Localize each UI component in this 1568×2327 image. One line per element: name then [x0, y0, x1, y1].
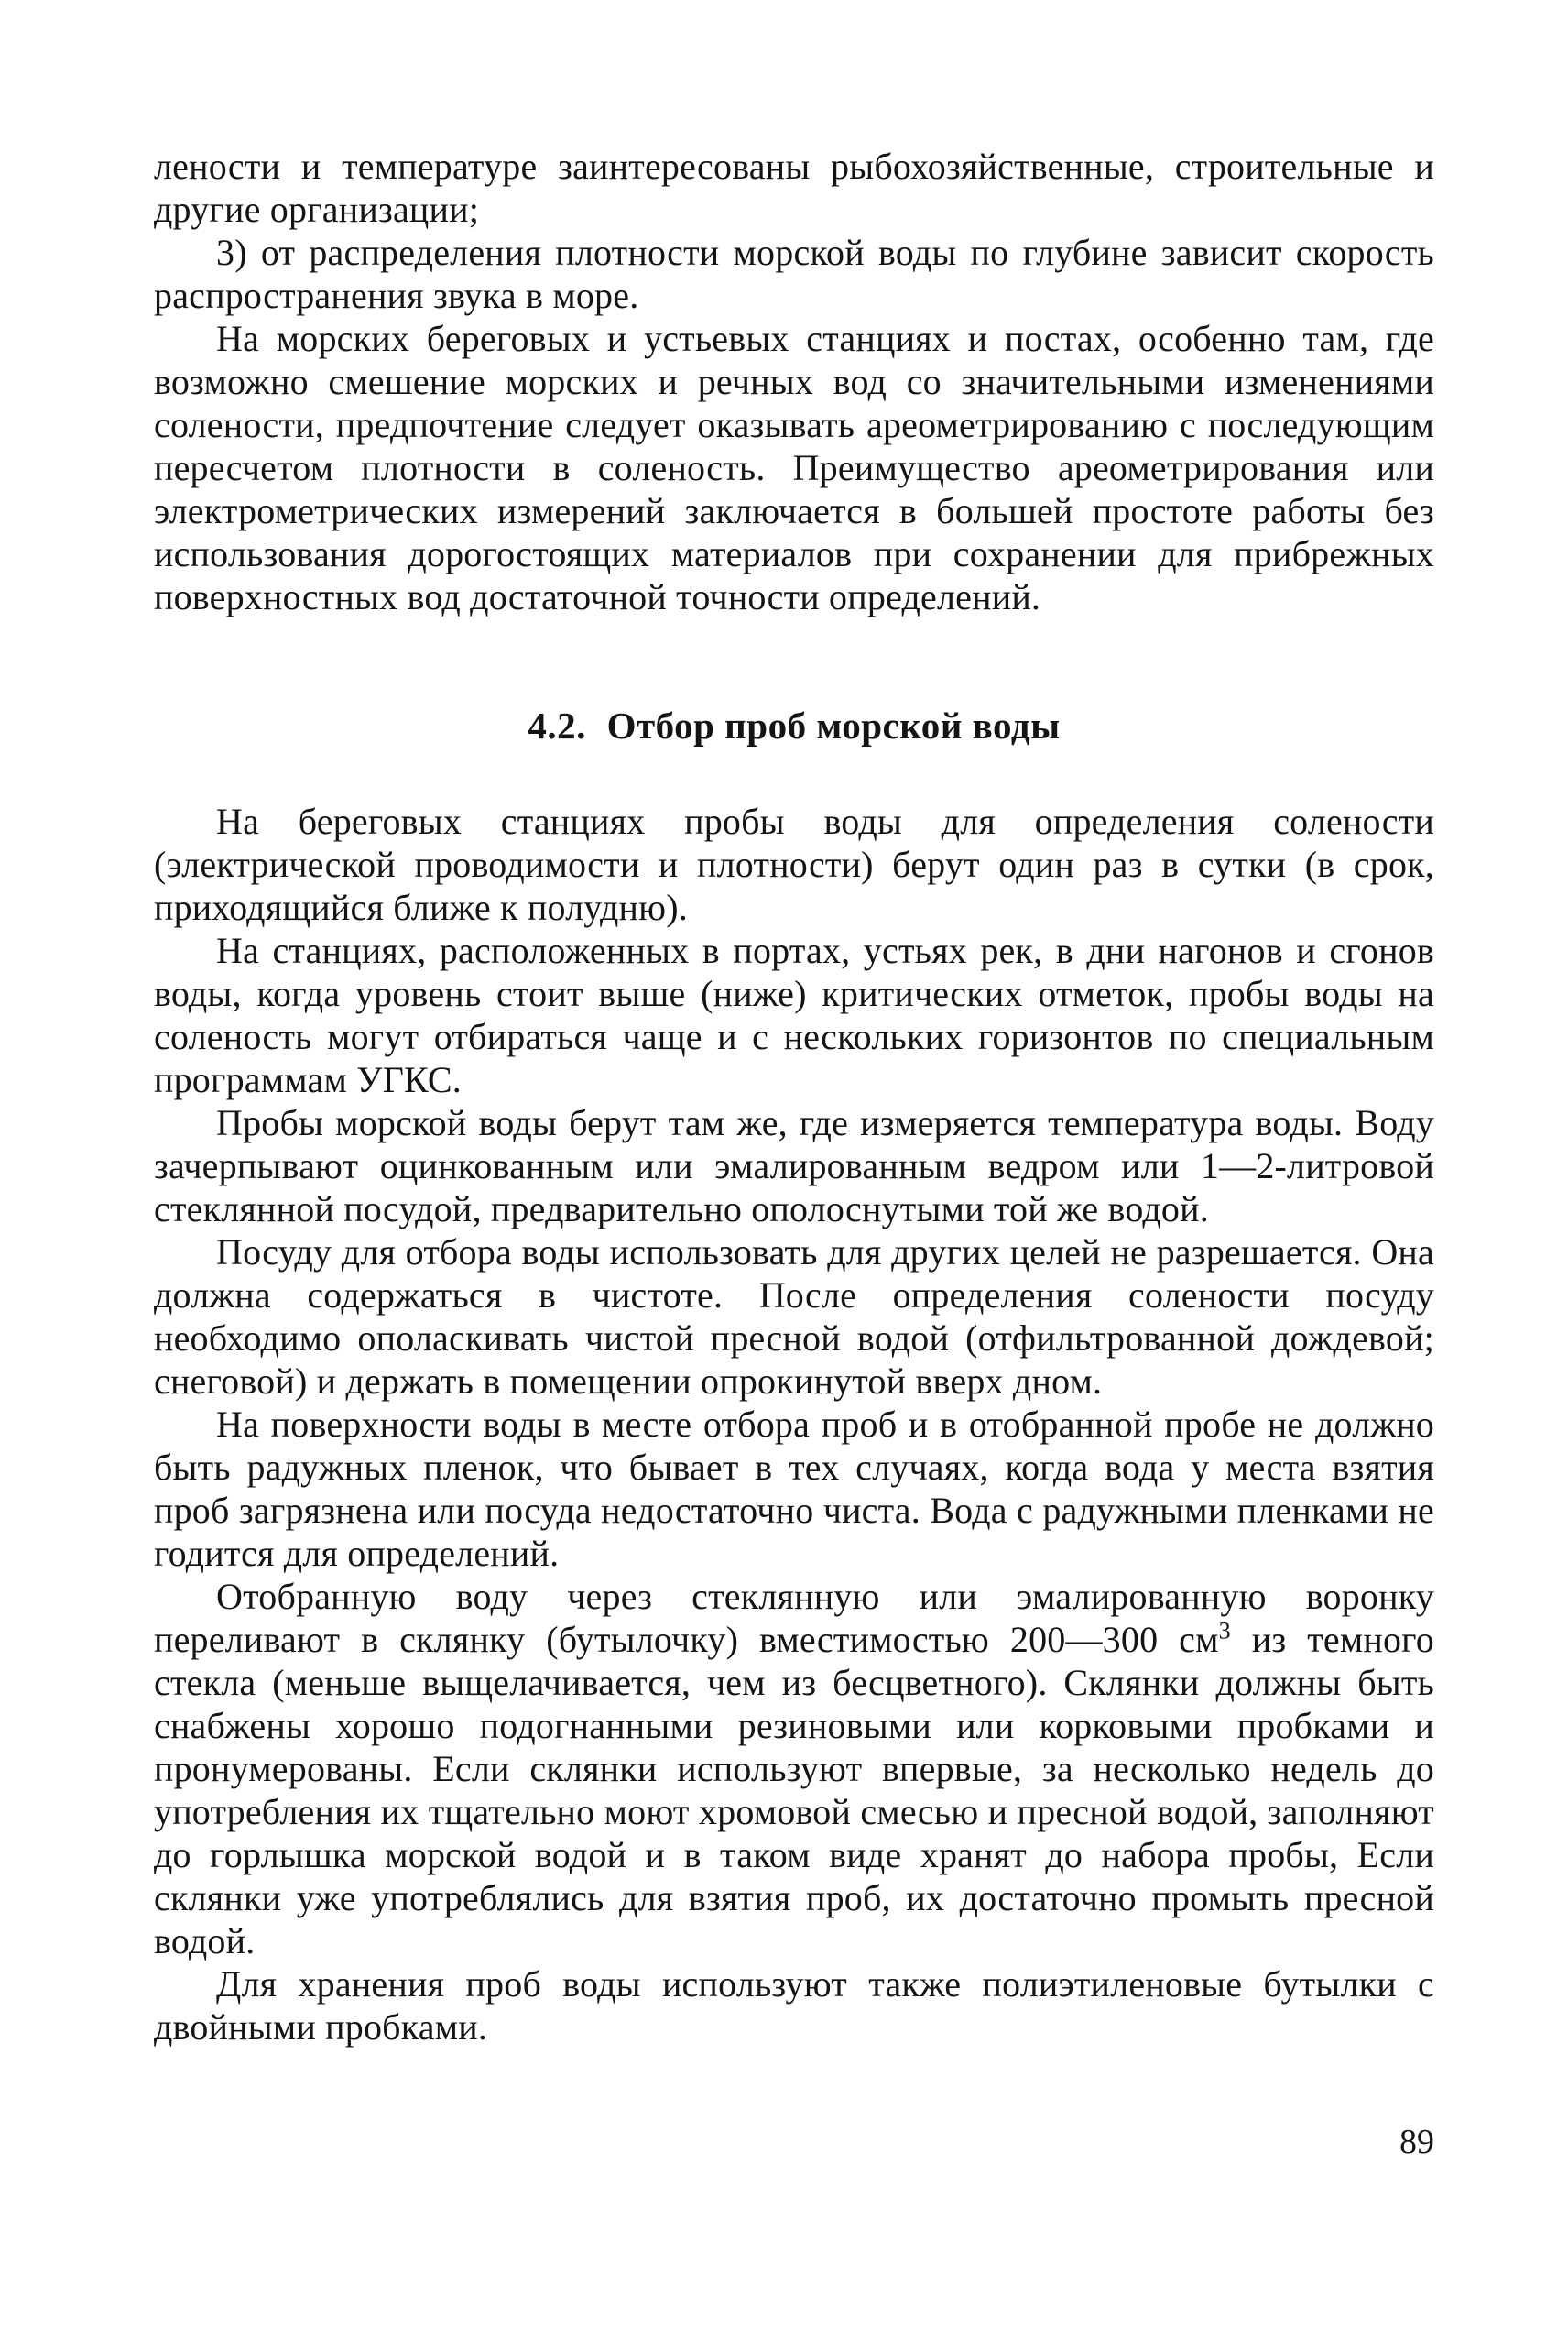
- paragraph-vessel-care: Посуду для отбора воды использовать для других целей не разрешается. Она должна содержаться в чистоте. После определения солености посуду необходимо ополаскивать чистой пресной водой (отфильтрованной дождевой; снеговой) и держать в помещении опрокинутой вверх дном.: [154, 1231, 1434, 1402]
- section-title: Отбор проб морской воды: [606, 705, 1061, 747]
- paragraph-polyethylene-bottles: Для хранения проб воды используют также полиэтиленовые бутылки с двойными пробками.: [154, 1963, 1434, 2048]
- paragraph-ports-estuaries: На станциях, расположенных в портах, устьях рек, в дни нагонов и сгонов воды, когда уровень стоит выше (ниже) критических отметок, пробы воды на соленость могут отбираться чаще и с нескольких горизонтов по специальным программам УГКС.: [154, 930, 1434, 1100]
- flask-text-after: из темного стекла (меньше выщелачивается, чем из бесцветного). Склянки должны быть снабжены хорошо подогнанными резиновыми или корковыми пробками и пронумерованы. Если склянки используют впервые, за несколько недель до употребления их тщательно моют хромовой смесью и пресной водой, заполняют до горлышка морской водой и в таком виде хранят до набора пробы, Если склянки уже употреблялись для взятия проб, их достаточно промыть пресной водой.: [154, 1619, 1434, 1961]
- section-heading: [154, 703, 1434, 748]
- document-page: [154, 145, 1434, 2279]
- list-item-3: 3) от распределения плотности морской воды по глубине зависит скорость распространения звука в море.: [154, 232, 1434, 316]
- paragraph-sampling-location: Пробы морской воды берут там же, где измеряется температура воды. Воду зачерпывают оцинкованным или эмалированным ведром или 1—2-литровой стеклянной посудой, предварительно ополоснутыми той же водой.: [154, 1102, 1434, 1229]
- paragraph-flasks: [154, 1575, 1434, 1962]
- section-number: 4.2.: [528, 705, 586, 747]
- paragraph-oil-films: На поверхности воды в месте отбора проб и в отобранной пробе не должно быть радужных пленок, что бывает в тех случаях, когда вода у места взятия проб загрязнена или посуда недостаточно чиста. Вода с радужными пленками не годится для определений.: [154, 1404, 1434, 1574]
- section-body: [154, 800, 1434, 2048]
- top-text-block: [154, 145, 1434, 618]
- flask-text-before: Отобранную воду через стеклянную или эмалированную воронку переливают в склянку (бутылочку) вместимостью 200—300 см: [154, 1576, 1434, 1660]
- superscript-cube: 3: [1218, 1617, 1231, 1644]
- paragraph-coastal-stations: На морских береговых и устьевых станциях и постах, особенно там, где возможно смешение морских и речных вод со значительными изменениями солености, предпочтение следует оказывать ареометрированию с последующим пересчетом плотности в соленость. Преимущество ареометрирования или электрометрических измерений заключается в большей простоте работы без использования дорогостоящих материалов при сохранении для прибрежных поверхностных вод достаточной точности определений.: [154, 318, 1434, 617]
- paragraph-continuation: лености и температуре заинтересованы рыбохозяйственные, строительные и другие организации;: [154, 146, 1434, 230]
- page-number: 89: [1399, 2123, 1434, 2161]
- paragraph-sampling-frequency: На береговых станциях пробы воды для определения солености (электрической проводимости и плотности) берут один раз в сутки (в срок, приходящийся ближе к полудню).: [154, 801, 1434, 928]
